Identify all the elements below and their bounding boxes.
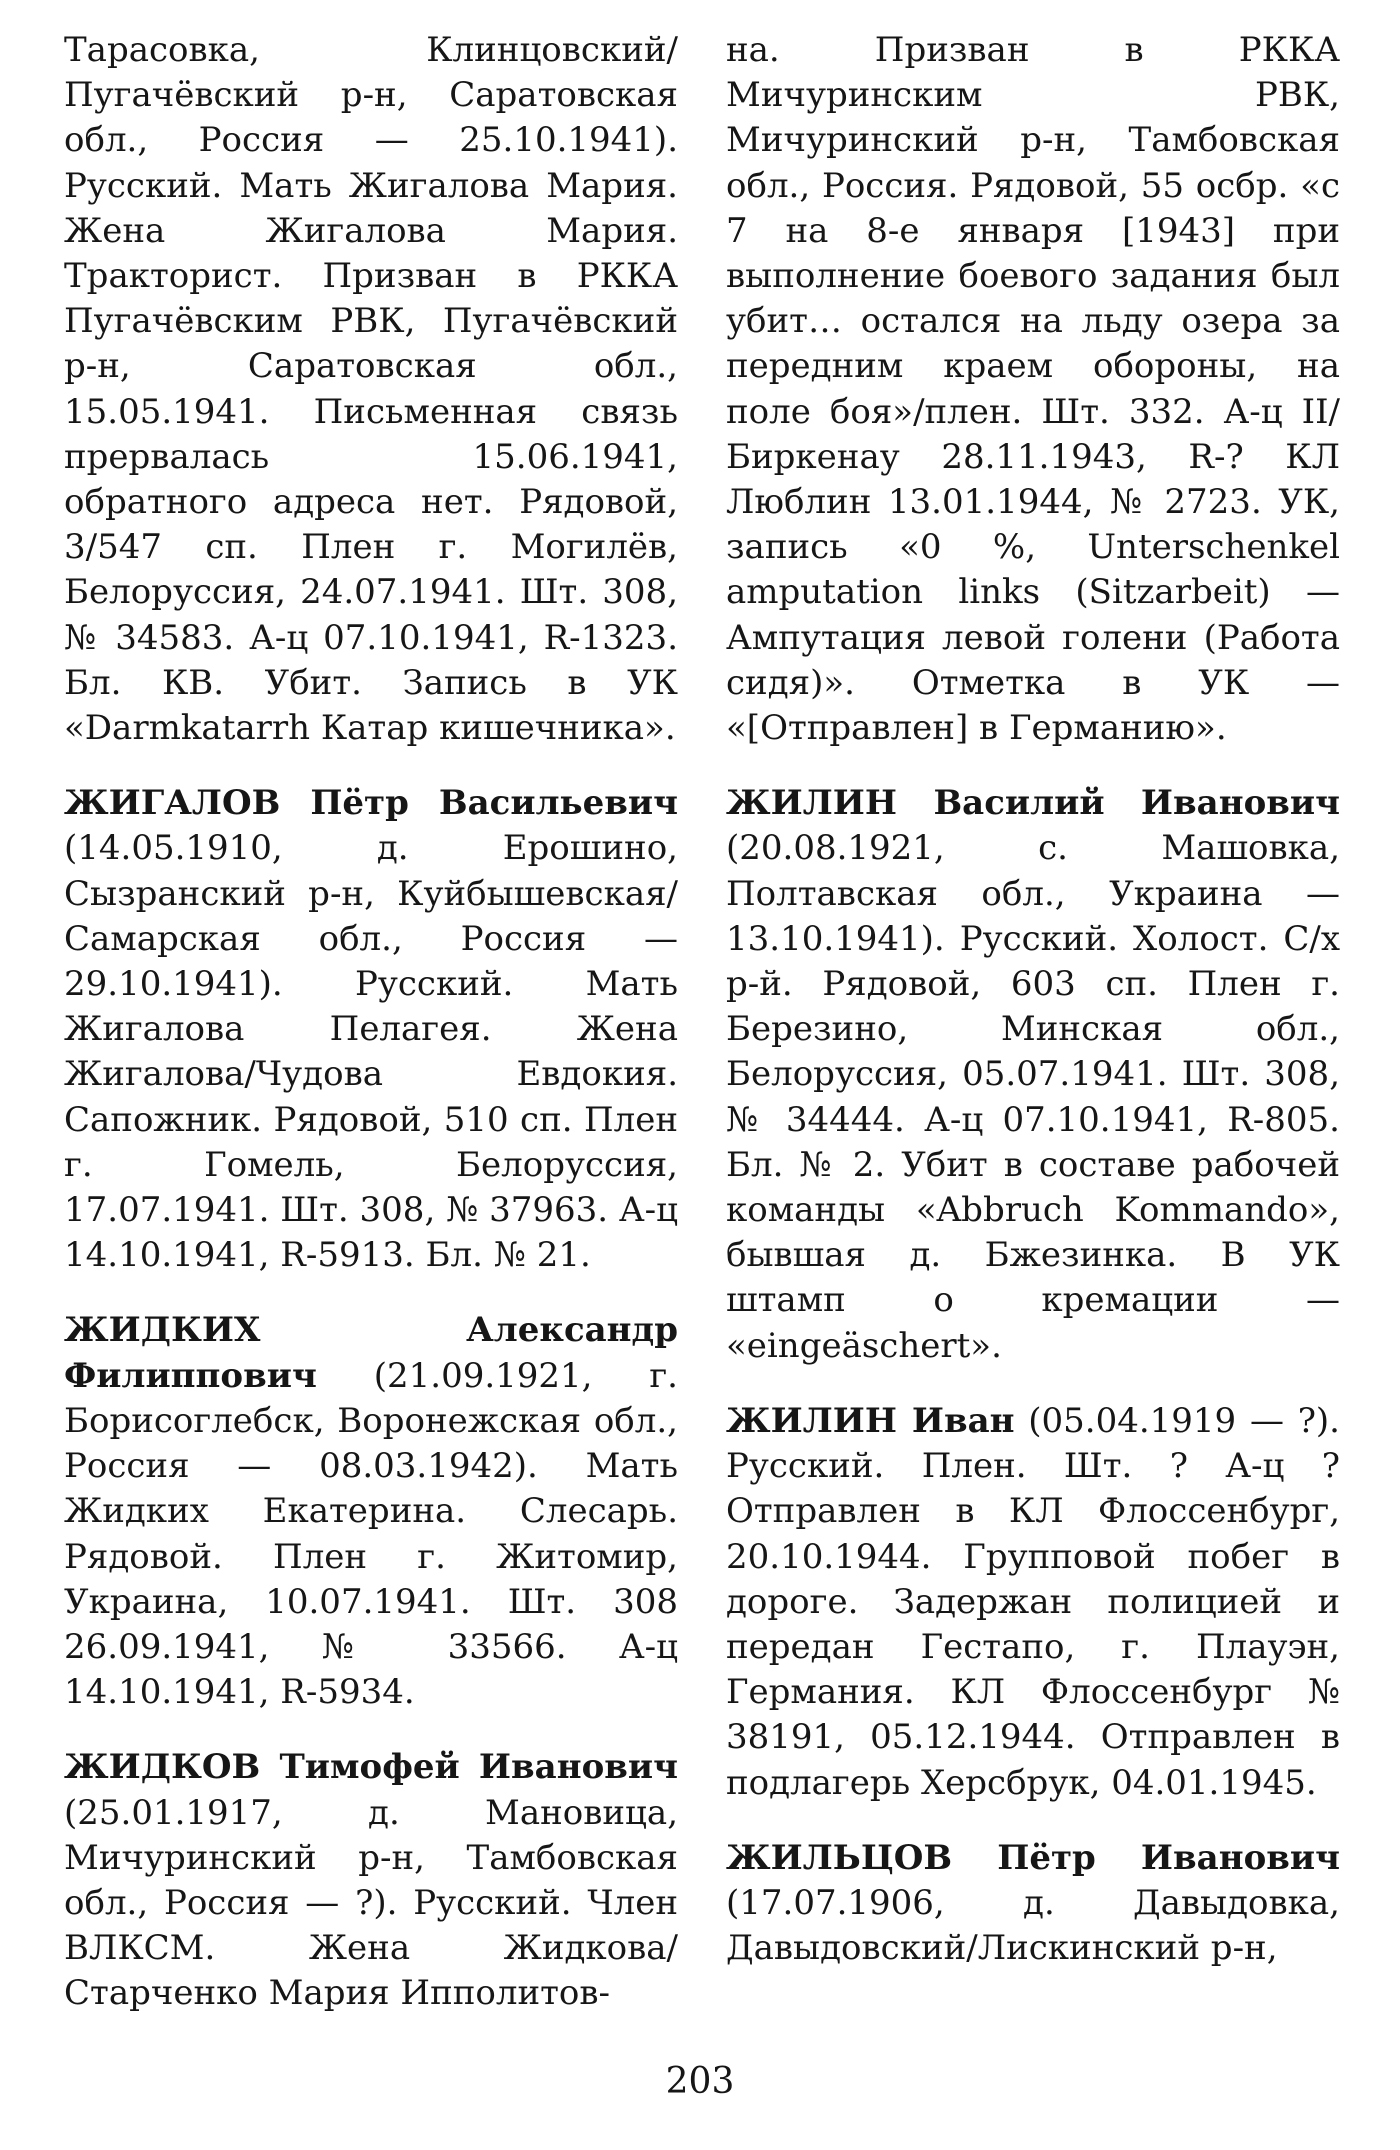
entry-zhigalov [64,781,678,1278]
entry-zhidkikh [64,1308,678,1715]
entry-text: (21.09.1921, г. Борисоглебск, Воронежская обл., Россия — 08.03.1942). Мать Жидких Екатерина. Слесарь. Рядовой. Плен г. Житомир, Украина, 10.07.1941. Шт. 308 26.09.1941, № 33566. А-ц 14.10.1941, R-5934. [64,1355,678,1713]
entry-text: Тарасовка, Клинцовский/Пугачёвский р-н, Саратовская обл., Россия — 25.10.1941). Русский. Мать Жигалова Мария. Жена Жигалова Мария. Тракторист. Призван в РККА Пугачёвским РВК, Пугачёвский р-н, Саратовская обл., 15.05.1941. Письменная связь прервалась 15.06.1941, обратного адреса нет. Рядовой, 3/547 сп. Плен г. Могилёв, Белоруссия, 24.07.1941. Шт. 308, № 34583. А-ц 07.10.1941, R-1323. Бл. КВ. Убит. Запись в УК «Darmkatarrh Катар кишечника». [64,30,678,749]
right-column [726,28,1340,2001]
entry-text: (14.05.1910, д. Ерошино, Сызранский р-н, Куйбышевская/Самарская обл., Россия — 29.10.1941). Русский. Мать Жигалова Пелагея. Жена Жигалова/Чудова Евдокия. Сапожник. Рядовой, 510 сп. Плен г. Гомель, Белоруссия, 17.07.1941. Шт. 308, № 37963. А-ц 14.10.1941, R-5913. Бл. № 21. [64,828,678,1276]
entry-name: ЖИГАЛОВ Пётр Васильевич [64,783,678,824]
entry-zhiltsov [726,1836,1340,1972]
entry-name: ЖИЛИН Василий Иванович [726,783,1340,824]
entry-continuation [726,28,1340,751]
entry-text: (05.04.1919 — ?). Русский. Плен. Шт. ? А-ц ? Отправлен в КЛ Флоссенбург, 20.10.1944. Групповой побег в дороге. Задержан полицией и передан Гестапо, г. Плауэн, Германия. КЛ Флоссенбург № 38191, 05.12.1944. Отправлен в подлагерь Херсбрук, 04.01.1945. [726,1400,1340,1803]
entry-text: (17.07.1906, д. Давыдовка, Давыдовский/Лискинский р-н, [726,1882,1340,1969]
left-column [64,28,678,2047]
entry-name: ЖИДКОВ Тимофей Иванович [64,1747,678,1788]
entry-name: ЖИЛИН Иван [726,1400,1015,1441]
entry-name: ЖИЛЬЦОВ Пётр Иванович [726,1837,1340,1878]
entry-name: ЖИДКИХ Александр Филиппович [64,1310,678,1396]
entry-zhilin-vasily [726,781,1340,1369]
entry-text: (25.01.1917, д. Мановица, Мичуринский р-н, Тамбовская обл., Россия — ?). Русский. Член ВЛКСМ. Жена Жидкова/Старченко Мария Ипполитов- [64,1792,678,2014]
page-number: 203 [665,2061,735,2102]
entry-text: (20.08.1921, с. Машовка, Полтавская обл., Украина — 13.10.1941). Русский. Холост. С/х р-й. Рядовой, 603 сп. Плен г. Березино, Минская обл., Белоруссия, 05.07.1941. Шт. 308, № 34444. А-ц 07.10.1941, R-805. Бл. № 2. Убит в составе рабочей команды «Abbruch Kommando», бывшая д. Бжезинка. В УК штамп о кремации — «eingeäschert». [726,828,1340,1366]
entry-zhilin-ivan [726,1399,1340,1806]
entry-continuation [64,28,678,751]
entry-text: на. Призван в РККА Мичуринским РВК, Мичуринский р-н, Тамбовская обл., Россия. Рядовой, 55 осбр. «с 7 на 8-е января [1943] при выполнение боевого задания был убит… остался на льду озера за передним краем обороны, на поле боя»/плен. Шт. 332. А-ц II/Биркенау 28.11.1943, R-? КЛ Люблин 13.01.1944, № 2723. УК, запись «0 %, Unterschenkel amputation links (Sitzarbeit) — Ампутация левой голени (Работа сидя)». Отметка в УК — «[Отправлен] в Германию». [726,30,1340,749]
entry-zhidkov [64,1745,678,2016]
